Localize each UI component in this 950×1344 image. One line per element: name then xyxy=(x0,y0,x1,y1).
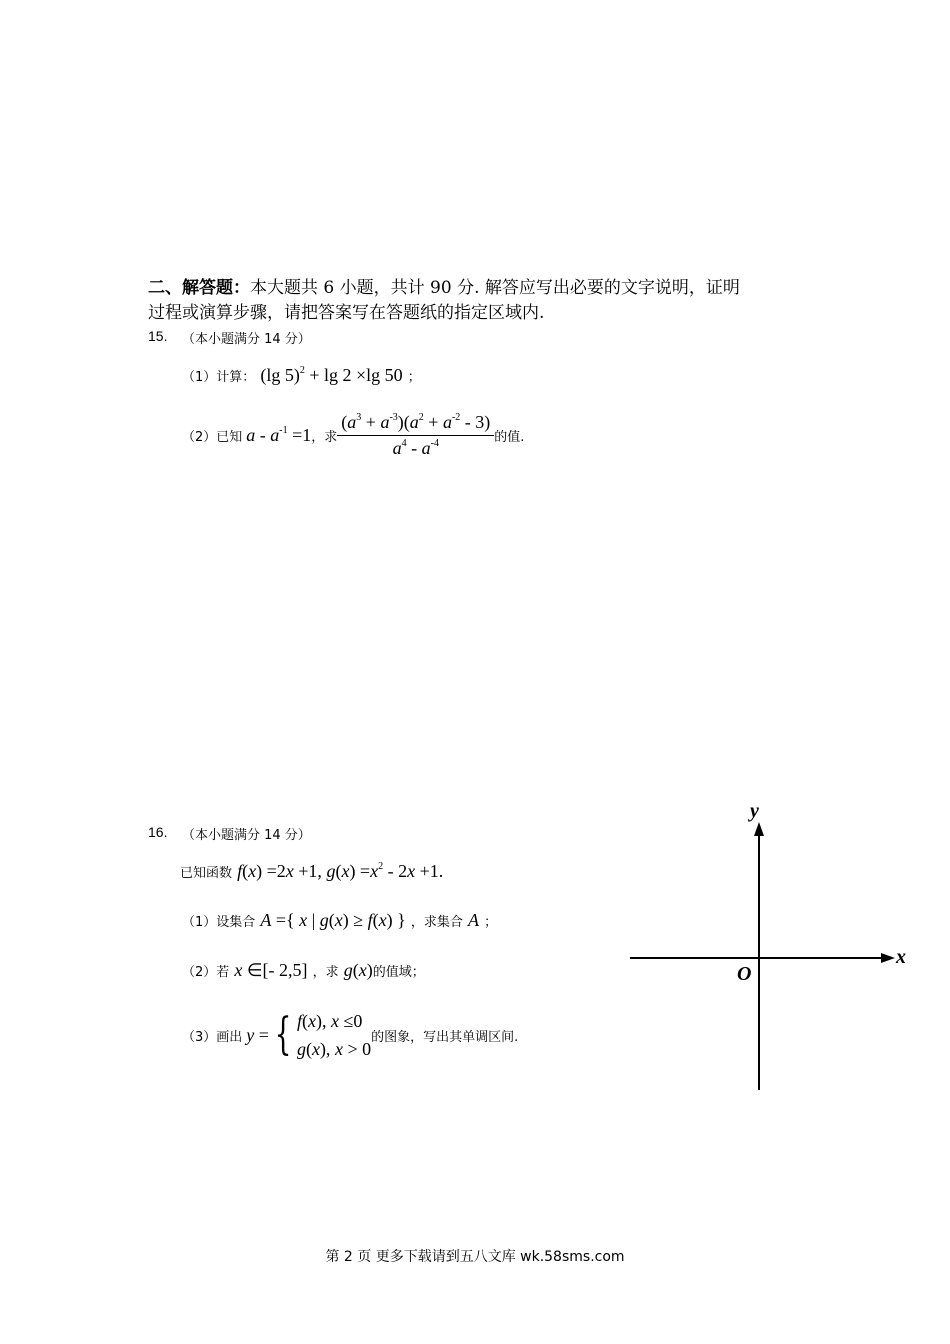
page-footer: 第 2 页 更多下载请到五八文库 wk.58sms.com xyxy=(325,1249,625,1265)
coordinate-axes xyxy=(625,800,925,1095)
q15-number: 15. xyxy=(148,328,168,344)
x-axis-arrow xyxy=(881,953,895,963)
q16-part1-tail: ，求集合 xyxy=(410,915,463,930)
q16-part1 xyxy=(182,905,497,935)
q15-part2-fraction xyxy=(337,412,494,459)
q15-part2-condition: $a - a^{-1} =1$ xyxy=(246,424,312,445)
q16-part3-tail: 的图象，写出其单调区间. xyxy=(371,1029,519,1045)
y-axis-label: y xyxy=(750,800,759,822)
q15-score: （本小题满分 14 分） xyxy=(182,332,311,347)
section-intro-line1: 本大题共 6 小题，共计 90 分. 解答应写出必要的文字说明，证明 xyxy=(250,278,740,298)
q16-part2-mid: ，求 xyxy=(312,965,339,980)
q15-part2-ask: ，求 xyxy=(311,429,338,445)
q15-part2-tail: 的值. xyxy=(494,429,525,445)
fraction-denominator: $a^4 - a^{-4}$ xyxy=(392,437,439,458)
q16-part3-cases xyxy=(297,1007,371,1063)
q16-given-end: . xyxy=(438,861,444,881)
origin-label: O xyxy=(737,963,752,985)
q16-part3-label: （3）画出 xyxy=(182,1029,243,1045)
section-intro-line2: 过程或演算步骤，请把答案写在答题纸的指定区域内. xyxy=(148,303,545,323)
section-title: 二、解答题： xyxy=(148,278,250,298)
case-1: f(x), x ≤0 xyxy=(296,1011,363,1031)
q16-part2-tail: 的值域； xyxy=(372,965,425,980)
q16-given xyxy=(180,856,443,886)
q16-part1-label: （1）设集合 xyxy=(182,915,256,930)
q15-part1-end: ； xyxy=(407,370,421,385)
q15-part2 xyxy=(182,400,524,470)
q15-part1 xyxy=(182,360,421,390)
q16-given-label: 已知函数 xyxy=(180,866,233,881)
q15-part1-label: （1）计算： xyxy=(182,370,256,385)
y-axis-arrow xyxy=(754,822,764,836)
section-heading xyxy=(148,275,740,301)
q16-part2-func: g(x) xyxy=(343,960,373,980)
x-axis-label: x xyxy=(896,946,906,968)
q15-part1-expression: (lg 5)$^2$ + lg 2 ×lg 50 xyxy=(260,365,403,385)
q16-part3 xyxy=(182,1005,518,1065)
q16-part1-set: A ={ x | g(x) ≥ f(x) } xyxy=(260,910,406,930)
fraction-numerator: $(a^3 + a^{-3})(a^2 + a^{-2} - 3)$ xyxy=(337,412,494,436)
q16-part1-end: ； xyxy=(484,915,498,930)
q15-part2-label: （2）已知 xyxy=(182,429,243,445)
q16-part2-label: （2）若 xyxy=(182,965,230,980)
q16-score: （本小题满分 14 分） xyxy=(182,828,311,843)
q16-part2 xyxy=(182,955,425,985)
q16-part3-y: y = xyxy=(246,1024,269,1045)
case-2: g(x), x > 0 xyxy=(296,1039,372,1059)
q16-number: 16. xyxy=(148,824,168,840)
q16-given-functions: f(x) =2x +1, $g(x) =x^2 - 2x +1$ xyxy=(237,861,439,881)
piecewise-brace: { xyxy=(274,1009,292,1060)
q16-part1-var: A xyxy=(468,910,480,930)
q16-part2-domain: x ∈[- 2,5] xyxy=(234,960,308,980)
